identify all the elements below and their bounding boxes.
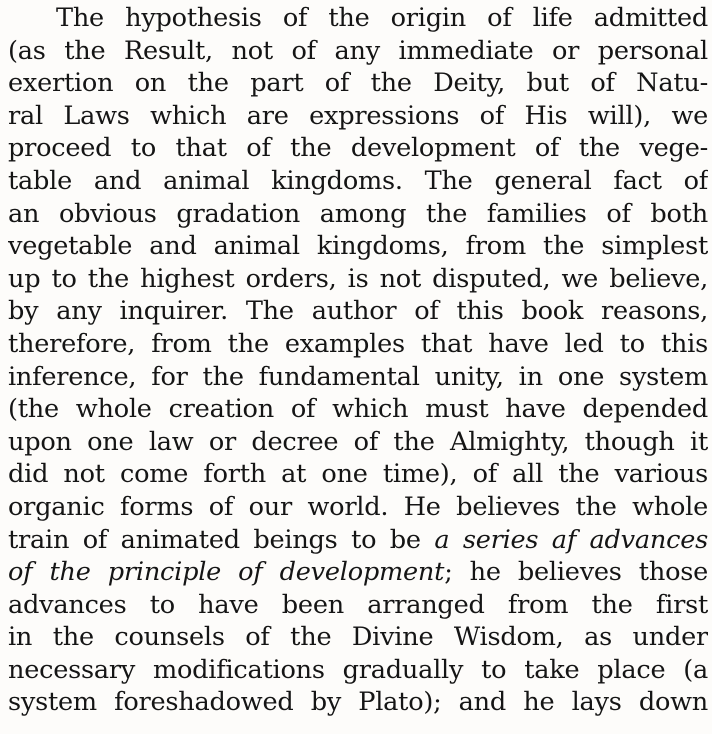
text-line: necessary modifications gradually to take place (a bbox=[8, 654, 708, 685]
text-line-with-italic bbox=[8, 556, 708, 589]
text-run: ; he believes those bbox=[444, 557, 708, 588]
text-line: table and animal kingdoms. The general fact of bbox=[8, 165, 708, 196]
text-line: upon one law or decree of the Almighty, though it bbox=[8, 426, 708, 457]
text-line: (the whole creation of which must have depended bbox=[8, 394, 708, 425]
text-line: advances to have been arranged from the first bbox=[8, 589, 708, 620]
text-line: therefore, from the examples that have led to this bbox=[8, 328, 708, 359]
text-line: proceed to that of the development of the vege- bbox=[8, 133, 708, 164]
text-column bbox=[8, 2, 708, 719]
italic-phrase: of the principle of development bbox=[8, 557, 445, 588]
text-line: system foreshadowed by Plato); and he lays down bbox=[8, 687, 708, 718]
text-line: exertion on the part of the Deity, but of Natu- bbox=[8, 68, 708, 99]
text-line: The hypothesis of the origin of life admitted bbox=[56, 3, 708, 33]
text-line: up to the highest orders, is not disputed, we believe, bbox=[8, 263, 708, 294]
text-line: vegetable and animal kingdoms, from the simplest bbox=[8, 231, 708, 262]
text-line: did not come forth at one time), of all the various bbox=[8, 459, 708, 490]
text-run: train of animated beings to be bbox=[8, 524, 435, 555]
text-line: in the counsels of the Divine Wisdom, as under bbox=[8, 622, 708, 653]
text-line: ral Laws which are expressions of His will), we bbox=[8, 100, 708, 131]
text-line: by any inquirer. The author of this book reasons, bbox=[8, 296, 708, 327]
text-line: (as the Result, not of any immediate or personal bbox=[8, 35, 708, 66]
italic-phrase: a series af advances bbox=[434, 524, 708, 555]
text-line-with-italic bbox=[8, 524, 708, 557]
text-line: organic forms of our world. He believes the whole bbox=[8, 491, 708, 522]
text-line: inference, for the fundamental unity, in one system bbox=[8, 361, 708, 392]
text-line: an obvious gradation among the families of both bbox=[8, 198, 708, 229]
